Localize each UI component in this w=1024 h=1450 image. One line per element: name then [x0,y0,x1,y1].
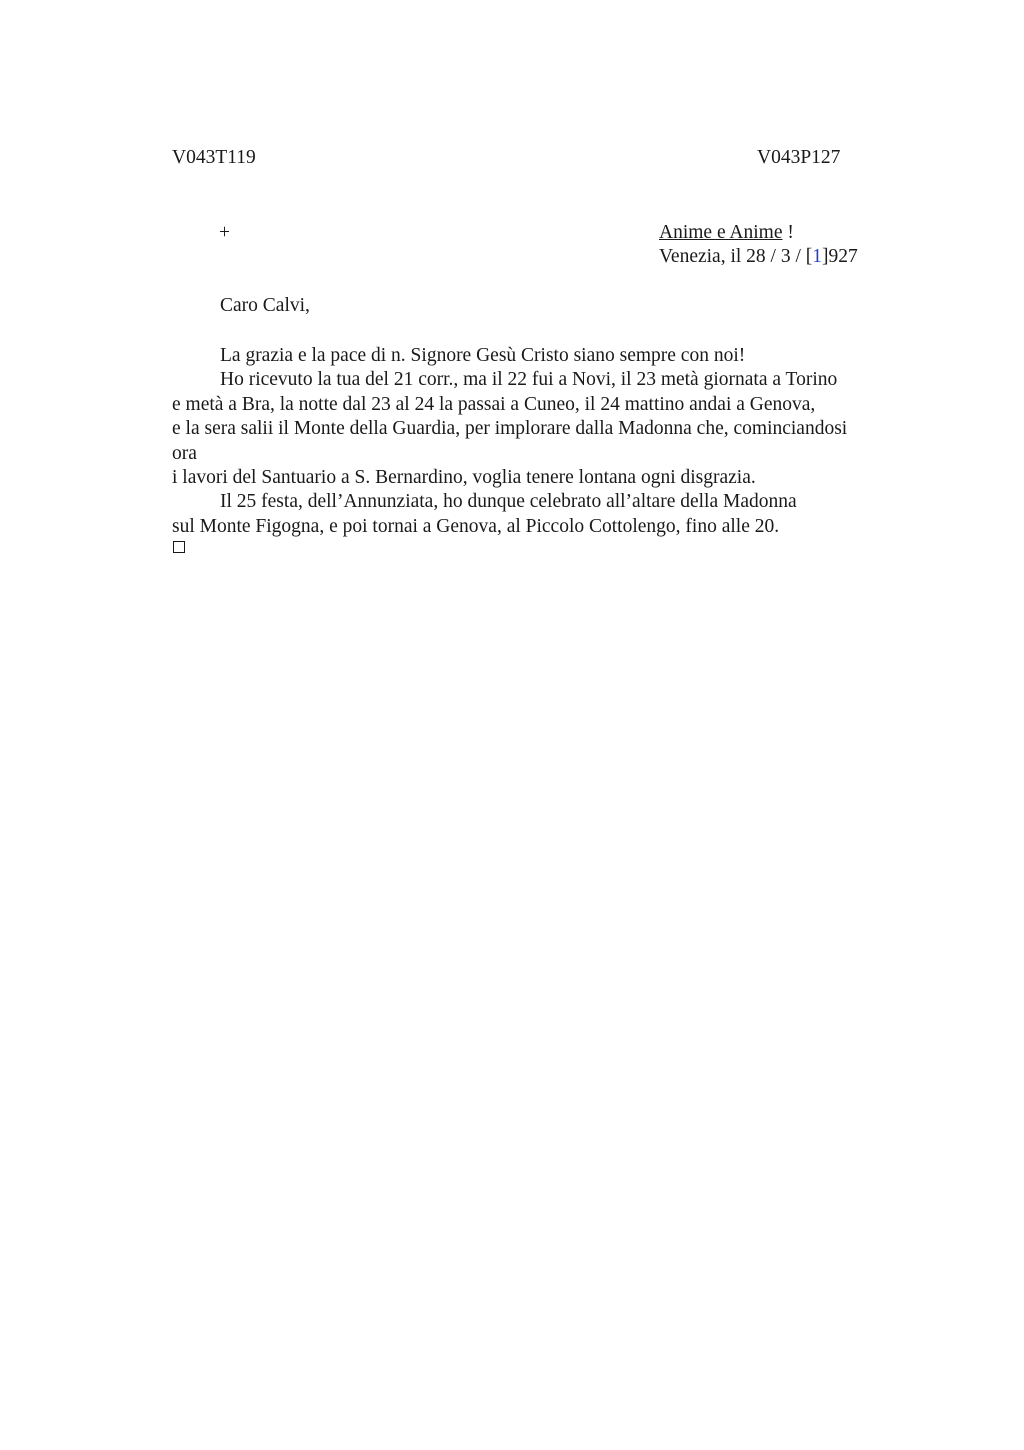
volume-code: V043T119 [172,147,256,168]
motto [659,223,794,243]
body-line: e metà a Bra, la notte dal 23 al 24 la passai a Cuneo, il 24 mattino andai a Genova, [172,393,816,415]
note-reference-link[interactable]: 1 [812,246,822,267]
motto-suffix: ! [782,222,794,243]
place-date [659,247,858,267]
body-line: ora [172,442,197,464]
body-line: sul Monte Figogna, e poi tornai a Genova, al Piccolo Cottolengo, fino alle 20. [172,515,780,537]
cross-symbol: + [219,222,230,243]
place-date-start: Venezia, il 28 / 3 / [ [659,246,813,267]
body-line: i lavori del Santuario a S. Bernardino, voglia tenere lontana ogni disgrazia. [172,466,756,488]
body-line: La grazia e la pace di n. Signore Gesù Cristo siano sempre con noi! [220,345,746,366]
salutation: Caro Calvi, [220,295,310,316]
end-of-text-box-icon [173,541,185,553]
motto-underlined: Anime e Anime [659,222,783,243]
place-date-end: ]927 [822,246,858,267]
letter-body [172,344,892,539]
page-code: V043P127 [757,147,841,168]
body-line: e la sera salii il Monte della Guardia, per implorare dalla Madonna che, cominciandosi [172,418,848,440]
body-line: Il 25 festa, dell’Annunziata, ho dunque celebrato all’altare della Madonna [220,491,797,513]
body-line: Ho ricevuto la tua del 21 corr., ma il 22 fui a Novi, il 23 metà giornata a Torino [220,369,838,391]
